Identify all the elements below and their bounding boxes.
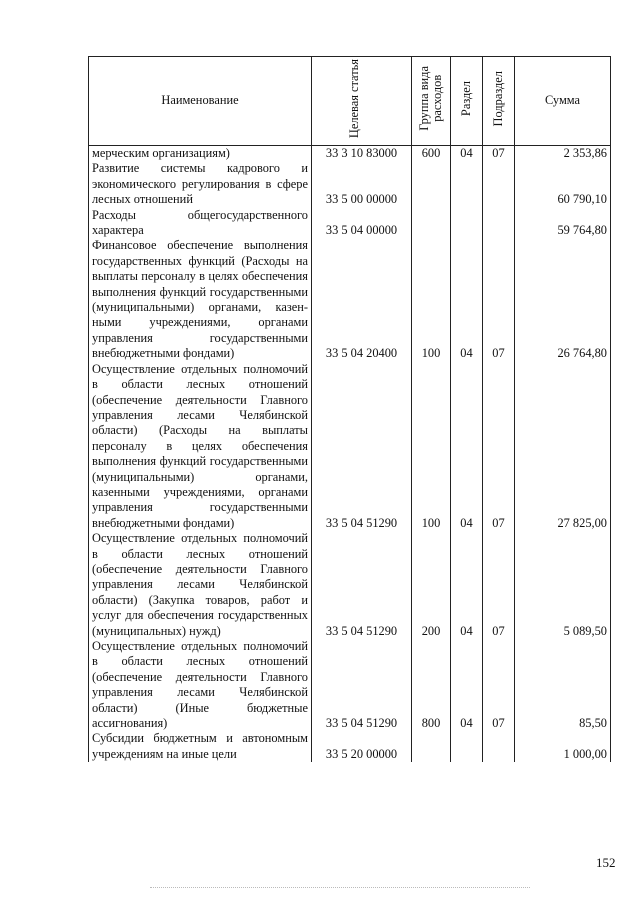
- row-group: 100: [412, 362, 451, 531]
- row-sum: 1 000,00: [515, 731, 611, 762]
- header-target: [312, 57, 412, 146]
- row-name: Финансовое обеспечение выполнения государственных функций (Расходы на выплаты персоналу в целях обеспечения выполнения функций государственными (муниципальными) органами, казенными учреждениями, органами управления государственными внебюджетными фондами): [89, 238, 312, 361]
- row-group: [412, 208, 451, 239]
- row-group: 800: [412, 639, 451, 731]
- row-subsection: [483, 731, 515, 762]
- row-group: [412, 161, 451, 207]
- table-row: [89, 146, 611, 162]
- budget-table: [88, 56, 611, 762]
- header-group-line1: Группа вида: [417, 66, 431, 132]
- row-section: [451, 208, 483, 239]
- row-target: 33 5 04 51290: [312, 639, 412, 731]
- row-section: 04: [451, 238, 483, 361]
- header-section: [451, 57, 483, 146]
- table-row: [89, 531, 611, 639]
- row-sum: 85,50: [515, 639, 611, 731]
- header-target-label: Целевая статья: [346, 59, 361, 139]
- row-section: 04: [451, 146, 483, 162]
- row-name: мерческим организациям): [89, 146, 312, 162]
- footer-divider: [150, 887, 530, 888]
- row-section: [451, 161, 483, 207]
- row-subsection: 07: [483, 531, 515, 639]
- page-number: 152: [596, 855, 616, 870]
- row-subsection: 07: [483, 238, 515, 361]
- row-name: Осуществление отдельных полномочий в области лесных отношений (обеспечение деятельности Главного управления лесами Челябинской области) (Расходы на выплаты персоналу в целях обеспечения выполнения функций государственными (муниципальными) органами, казенными учреждениями, органами управления государственными внебюджетными фондами): [89, 362, 312, 531]
- row-sum: 2 353,86: [515, 146, 611, 162]
- table-row: [89, 208, 611, 239]
- row-name: Развитие системы кадрового и экономического регулирования в сфере лесных отношений: [89, 161, 312, 207]
- table-row: [89, 362, 611, 531]
- row-group: 200: [412, 531, 451, 639]
- row-group: [412, 731, 451, 762]
- header-subsection-label: Подраздел: [491, 71, 505, 127]
- row-section: 04: [451, 362, 483, 531]
- header-section-label: Раздел: [459, 81, 473, 117]
- row-section: [451, 731, 483, 762]
- table-row: [89, 161, 611, 207]
- row-section: 04: [451, 531, 483, 639]
- row-target: 33 5 20 00000: [312, 731, 412, 762]
- header-subsection: [483, 57, 515, 146]
- row-sum: 60 790,10: [515, 161, 611, 207]
- row-subsection: 07: [483, 146, 515, 162]
- row-sum: 27 825,00: [515, 362, 611, 531]
- table-header-row: [89, 57, 611, 146]
- row-sum: 26 764,80: [515, 238, 611, 361]
- table-row: [89, 639, 611, 731]
- table-row: [89, 238, 611, 361]
- header-sum: Сумма: [515, 57, 611, 146]
- row-subsection: [483, 161, 515, 207]
- row-target: 33 5 04 20400: [312, 238, 412, 361]
- row-name: Осуществление отдельных полномочий в области лесных отношений (обеспечение деятельности Главного управления лесами Челябинской области) (Закупка товаров, работ и услуг для обеспечения государственных (муниципальных) нужд): [89, 531, 312, 639]
- header-group-line2: расходов: [430, 75, 444, 123]
- table-row: [89, 731, 611, 762]
- row-name: Расходы общегосударственного характера: [89, 208, 312, 239]
- row-group: 600: [412, 146, 451, 162]
- row-target: 33 5 04 51290: [312, 531, 412, 639]
- row-subsection: 07: [483, 639, 515, 731]
- row-target: 33 5 00 00000: [312, 161, 412, 207]
- row-section: 04: [451, 639, 483, 731]
- header-group: [412, 57, 451, 146]
- row-subsection: 07: [483, 362, 515, 531]
- row-group: 100: [412, 238, 451, 361]
- header-group-label: [418, 66, 444, 131]
- row-sum: 59 764,80: [515, 208, 611, 239]
- row-target: 33 3 10 83000: [312, 146, 412, 162]
- row-target: 33 5 04 00000: [312, 208, 412, 239]
- row-target: 33 5 04 51290: [312, 362, 412, 531]
- row-sum: 5 089,50: [515, 531, 611, 639]
- row-name: Осуществление отдельных полномочий в области лесных отношений (обеспечение деятельности Главного управления лесами Челябинской области) (Иные бюджетные ассигнования): [89, 639, 312, 731]
- header-name: Наименование: [89, 57, 312, 146]
- row-subsection: [483, 208, 515, 239]
- row-name: Субсидии бюджетным и автономным учреждениям на иные цели: [89, 731, 312, 762]
